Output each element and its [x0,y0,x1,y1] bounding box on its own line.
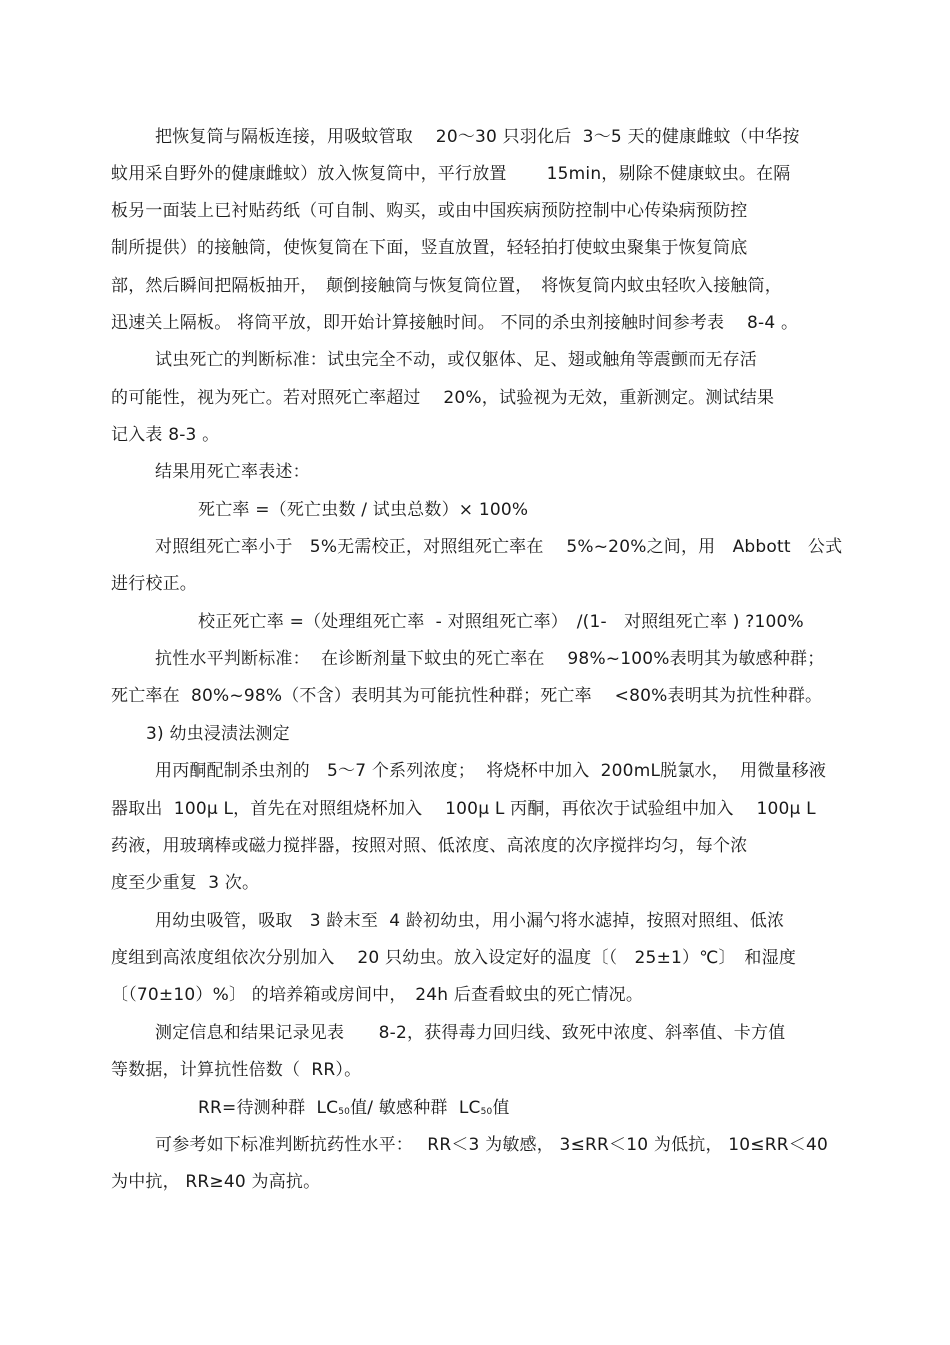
formula-mortality: 死亡率 =（死亡虫数 / 试虫总数）× 100% [198,500,529,520]
text-line: 可参考如下标准判断抗药性水平： RR＜3 为敏感， 3≤RR＜10 为低抗， 10≤RR＜40 [155,1135,829,1155]
text-line: 板另一面装上已衬贴药纸（可自制、购买，或由中国疾病预防控制中心传染病预防控 [111,201,748,221]
text-line: 用丙酮配制杀虫剂的 5～7 个系列浓度； 将烧杯中加入 200mL脱氯水， 用微量移液 [155,761,827,781]
text-line: 试虫死亡的判断标准：试虫完全不动，或仅躯体、足、翅或触角等震颤而无存活 [155,350,757,370]
text-line: 抗性水平判断标准： 在诊断剂量下蚊虫的死亡率在 98%~100%表明其为敏感种群； [155,649,825,669]
text-line: 死亡率在 80%~98%（不含）表明其为可能抗性种群；死亡率 <80%表明其为抗性种群。 [111,686,823,706]
text-line: 对照组死亡率小于 5%无需校正，对照组死亡率在 5%~20%之间，用 Abbott 公式 [155,537,843,557]
text-line: 把恢复筒与隔板连接，用吸蚊管取 20～30 只羽化后 3～5 天的健康雌蚊（中华按 [155,127,800,147]
subscript: 50 [480,1107,493,1117]
text-line: 蚊用采自野外的健康雌蚊）放入恢复筒中，平行放置 15min，剔除不健康蚊虫。在隔 [111,164,791,184]
subscript: 50 [338,1107,351,1117]
text-line: 度组到高浓度组依次分别加入 20 只幼虫。放入设定好的温度〔（ 25±1）℃〕 和湿度 [111,948,797,968]
formula-corrected-mortality: 校正死亡率 =（处理组死亡率 - 对照组死亡率） /(1- 对照组死亡率 ) ?100% [198,612,804,632]
text-line: 为中抗， RR≥40 为高抗。 [111,1172,321,1192]
text-line: 进行校正。 [111,574,197,594]
text-line: 用幼虫吸管，吸取 3 龄末至 4 龄初幼虫，用小漏勺将水滤掉，按照对照组、低浓 [155,911,785,931]
text-line: 测定信息和结果记录见表 8-2，获得毒力回归线、致死中浓度、斜率值、卡方值 [155,1023,786,1043]
section-heading: 3) 幼虫浸渍法测定 [146,724,290,744]
text-line: 迅速关上隔板。 将筒平放，即开始计算接触时间。 不同的杀虫剂接触时间参考表 8-4 。 [111,313,799,333]
text-line: 器取出 100μ L，首先在对照组烧杯加入 100μ L 丙酮，再依次于试验组中加入 100μ L [111,799,816,819]
text-line: 部，然后瞬间把隔板抽开， 颠倒接触筒与恢复筒位置， 将恢复筒内蚊虫轻吹入接触筒， [111,276,782,296]
formula-resistance-ratio [198,1098,510,1122]
text-line: 结果用死亡率表述： [155,462,310,482]
text-line: 的可能性，视为死亡。若对照死亡率超过 20%，试验视为无效，重新测定。测试结果 [111,388,775,408]
text-line: 记入表 8-3 。 [111,425,220,445]
text-line: 〔（70±10）%〕 的培养箱或房间中， 24h 后查看蚊虫的死亡情况。 [111,985,644,1005]
formula-part: RR=待测种群 LC [198,1098,339,1118]
formula-part: 值 [492,1098,510,1118]
formula-part: 值/ 敏感种群 LC [350,1098,481,1118]
text-line: 等数据，计算抗性倍数（ RR）。 [111,1060,362,1080]
text-line: 药液，用玻璃棒或磁力搅拌器，按照对照、低浓度、高浓度的次序搅拌均匀，每个浓 [111,836,748,856]
text-line: 制所提供）的接触筒，使恢复筒在下面，竖直放置，轻轻拍打使蚊虫聚集于恢复筒底 [111,238,748,258]
text-line: 度至少重复 3 次。 [111,873,260,893]
